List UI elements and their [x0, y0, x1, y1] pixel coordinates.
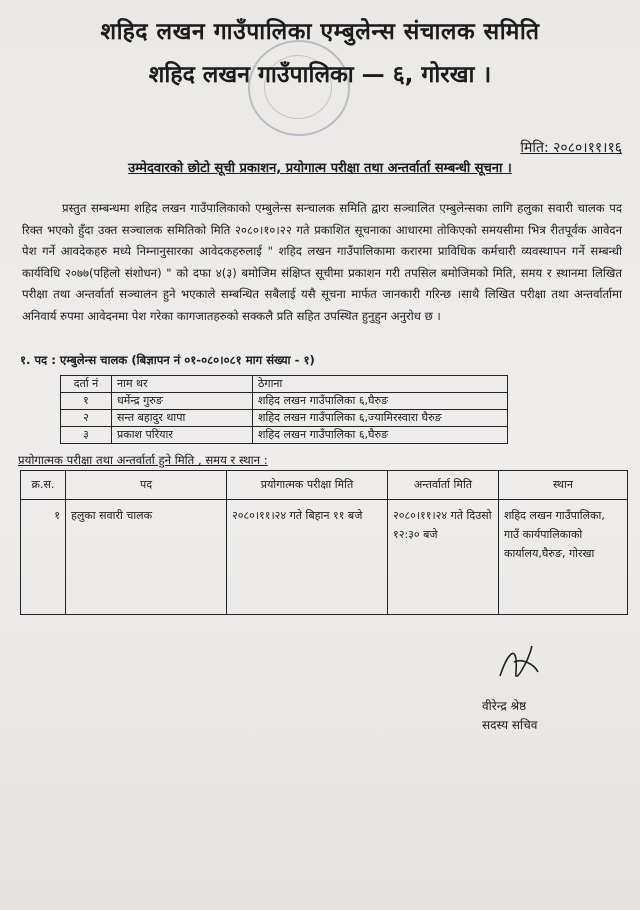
col-interview-date: अन्तर्वार्ता मिति [388, 471, 499, 500]
table-row [21, 500, 628, 615]
signatory-name: वीरेन्द्र श्रेष्ठ [482, 699, 527, 713]
position-line: १. पद : एम्बुलेन्स चालक (बिज्ञापन नं ०१-०८०।०८१ माग संख्या - १) [20, 353, 315, 367]
cell-interview-date: २०८०।११।२४ गते दिउसो १२:३० बजे [388, 500, 499, 615]
cell-practical-date: २०८०।११।२४ गते बिहान ११ बजे [227, 500, 388, 615]
cell-address: शहिद लखन गाउँपालिका ६,घैरुङ [253, 427, 508, 444]
notice-body: प्रस्तुत सम्बन्धमा शहिद लखन गाउँपालिकाको एम्बुलेन्स सन्चालक समिति द्वारा सञ्चालित एम्बुलेन्सका लागि हलुका सवारी चालक पद रिक्त भएको हुँदा उक्त सञ्चालक समितिको मिति २०८०।१०।२२ गते प्रकाशित सूचनाका आधारमा तोकिएको समयसीमा भित्र रीतपूर्वक आवेदन पेश गर्ने आवदेकहरु मध्ये निम्नानुसारका आवेदकहरुलाई " शहिद लखन गाउँपालिकामा करारमा प्राविधिक कर्मचारी व्यवस्थापन गर्ने सम्बन्धी कार्यविधि २०७७(पहिलो संशोधन) " को दफा ४(३) बमोजिम संक्षिप्त सूचीमा प्रकाशन गरी तपसिल बमोजिमको मिति, समय र स्थानमा लिखित परीक्षा तथा अन्तर्वार्ता सञ्चालन हुने भएकाले सम्बन्धित सबैलाई यसै सूचना मार्फत जानकारी गरिन्छ ।साथै लिखित परीक्षा तथा अन्तर्वार्तामा अनिवार्य रुपमा आवेदनमा पेश गरेका कागजातहरुको सक्कलै प्रति सहित उपस्थित हुनुहुन अनुरोध छ । [22, 201, 622, 323]
col-practical-date: प्रयोगात्मक परीक्षा मिति [227, 471, 388, 500]
table-row [61, 393, 508, 410]
col-address: ठेगाना [253, 376, 508, 393]
notice-date: मिति: २०८०।११।१६ [520, 140, 622, 156]
table-header-row [61, 376, 508, 393]
cell-reg-no: २ [61, 410, 112, 427]
cell-name: प्रकाश परियार [112, 427, 253, 444]
notice-subject: उम्मेदवारको छोटो सूची प्रकाशन, प्रयोगात्म परीक्षा तथा अन्तर्वार्ता सम्बन्धी सूचना । [128, 161, 512, 176]
header-org-name: शहिद लखन गाउँपालिका एम्बुलेन्स संचालक समिति [100, 19, 540, 45]
schedule-table [20, 470, 628, 615]
cell-name: सन्त बहादुर थापा [112, 410, 253, 427]
col-venue: स्थान [499, 471, 628, 500]
cell-sn: १ [21, 500, 66, 615]
table-row [61, 427, 508, 444]
cell-post: हलुका सवारी चालक [66, 500, 227, 615]
cell-venue: शहिद लखन गाउँपालिका, गाउँ कार्यपालिकाको कार्यालय,घैरुङ, गोरखा [499, 500, 628, 615]
cell-reg-no: १ [61, 393, 112, 410]
signatory-title: सदस्य सचिव [482, 718, 538, 732]
signature-mark [488, 632, 548, 692]
header-org-address: शहिद लखन गाउँपालिका — ६, गोरखा । [148, 62, 492, 88]
cell-address: शहिद लखन गाउँपालिका ६,घैरुङ [253, 393, 508, 410]
col-post: पद [66, 471, 227, 500]
table-row [61, 410, 508, 427]
col-reg-no: दर्ता नं [61, 376, 112, 393]
cell-name: धर्मेन्द्र गुरुङ [112, 393, 253, 410]
col-name: नाम थर [112, 376, 253, 393]
candidate-table [60, 375, 508, 444]
schedule-title: प्रयोगात्मक परीक्षा तथा अन्तर्वार्ता हुने मिति , समय र स्थान : [18, 453, 268, 467]
cell-address: शहिद लखन गाउँपालिका ६,ज्यामिरस्वारा घैरुङ [253, 410, 508, 427]
cell-reg-no: ३ [61, 427, 112, 444]
col-sn: क्र.स. [21, 471, 66, 500]
table-header-row [21, 471, 628, 500]
